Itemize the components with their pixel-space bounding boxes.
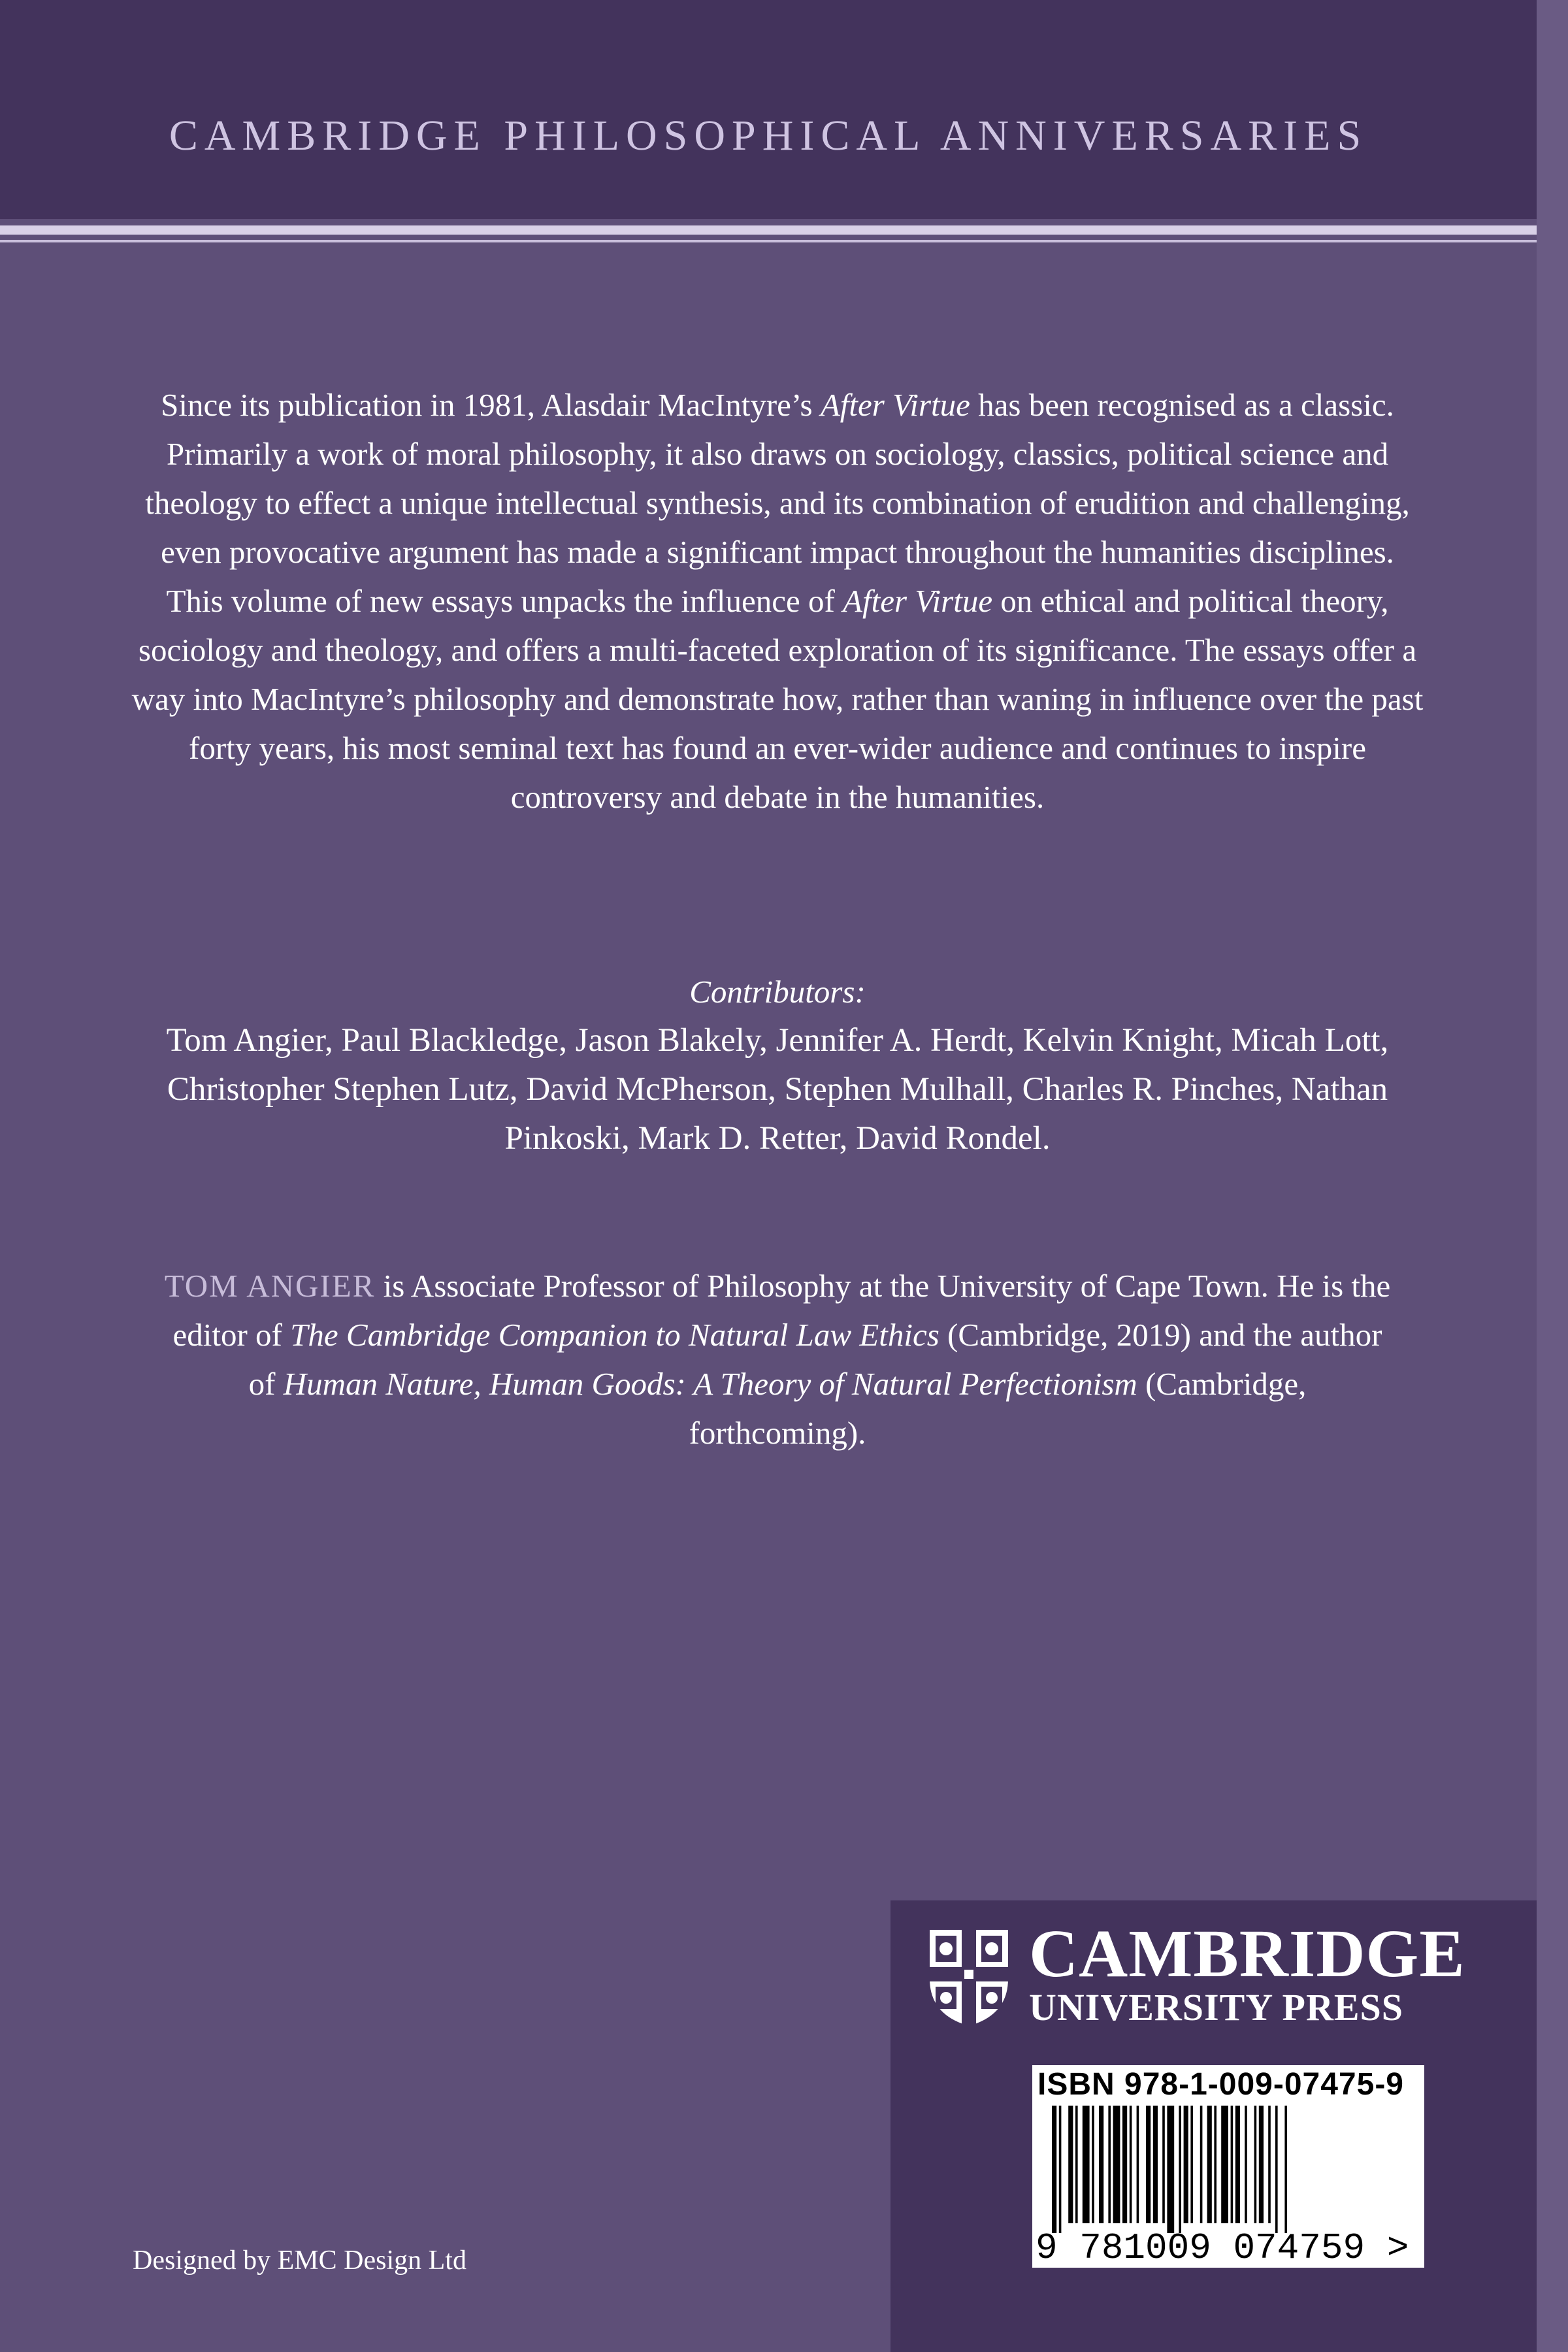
author-bio [157,1261,1398,1457]
barcode-bar [1099,2106,1103,2223]
blurb-book-title-1: After Virtue [820,387,970,423]
bio-book-title-1: The Cambridge Companion to Natural Law Ethics [290,1317,939,1353]
publisher-subtitle: UNIVERSITY PRESS [1029,1986,1404,2029]
barcode-bar [1200,2106,1203,2223]
bio-text-3: (Cambridge, forthcoming). [689,1366,1307,1451]
barcode-bar [1245,2106,1247,2223]
author-name: TOM ANGIER [164,1268,376,1304]
header-rule-thin [0,240,1537,242]
barcode-bar [1162,2106,1165,2223]
series-title: CAMBRIDGE PHILOSOPHICAL ANNIVERSARIES [169,112,1368,159]
barcode-bar [1167,2106,1174,2233]
blurb-text-3: on ethical and political theory, sociology and theology, and offers a multi-faceted exploration of its significance. The essays offer a way into MacIntyre’s philosophy and demonstrate how, rather than waning in influence over the past forty years, his most seminal text has found an ever-wider audience and continues to inspire controversy and debate in the humanities. [131,583,1424,815]
header-rule-thick [0,225,1537,235]
barcode-digits: 9 781009 074759 > [1036,2227,1409,2269]
blurb-text-2: has been recognised as a classic. Primarily a work of moral philosophy, it also draws on sociology, classics, political science and theology to effect a unique intellectual synthesis, and its combination of erudition and challenging, even provocative argument has made a significant impact throughout the humanities disciplines. This volume of new essays unpacks the influence of [145,387,1410,619]
barcode-bar [1235,2106,1240,2223]
barcode-bar [1254,2106,1257,2223]
barcode-bar [1146,2106,1151,2223]
barcode-bar [1153,2106,1158,2223]
blurb-book-title-2: After Virtue [843,583,993,619]
barcode-bar [1113,2106,1120,2223]
cambridge-shield-icon [926,1927,1011,2029]
barcode-bar [1052,2106,1056,2233]
barcode-bar [1137,2106,1139,2223]
barcode-bar [1083,2106,1090,2223]
barcode-bar [1284,2106,1287,2233]
barcode-bar [1259,2106,1264,2223]
barcode-panel [1032,2065,1424,2268]
barcode-bar [1122,2106,1127,2223]
barcode-bar [1268,2106,1271,2223]
barcode-bars [1052,2106,1392,2233]
barcode-bar [1214,2106,1217,2223]
barcode-bar [1231,2106,1233,2223]
isbn-label: ISBN 978-1-009-07475-9 [1037,2067,1404,2102]
blurb-text-1: Since its publication in 1981, Alasdair MacIntyre’s [161,387,821,423]
barcode-bar [1207,2106,1212,2223]
barcode-bar [1221,2106,1228,2223]
barcode-bar [1190,2106,1193,2223]
barcode-bar [1275,2106,1278,2233]
spine-edge [1537,0,1568,2352]
barcode-bar [1059,2106,1062,2233]
barcode-bar [1092,2106,1094,2223]
designer-credit: Designed by EMC Design Ltd [133,2245,466,2276]
barcode-bar [1130,2106,1132,2223]
bio-text-2: (Cambridge, 2019) and the author of [248,1317,1382,1402]
contributors-list: Tom Angier, Paul Blackledge, Jason Blakely, Jennifer A. Herdt, Kelvin Knight, Micah Lott, Christopher Stephen Lutz, David McPherson, Stephen Mulhall, Charles R. Pinches, Nathan Pinkoski, Mark D. Retter, David Rondel. [166,1022,1389,1157]
book-blurb [131,380,1424,821]
series-header-band [0,0,1537,219]
bio-text-1: is Associate Professor of Philosophy at the University of Cape Town. He is the editor of [172,1268,1391,1353]
barcode-bar [1184,2106,1188,2223]
contributors-heading: Contributors: [689,974,866,1010]
barcode-bar [1068,2106,1073,2223]
bio-book-title-2: Human Nature, Human Goods: A Theory of Natural Perfectionism [283,1366,1137,1402]
barcode-bar [1179,2106,1181,2233]
publisher-name: CAMBRIDGE [1029,1916,1465,1991]
barcode-bar [1075,2106,1078,2223]
barcode-bar [1108,2106,1111,2223]
